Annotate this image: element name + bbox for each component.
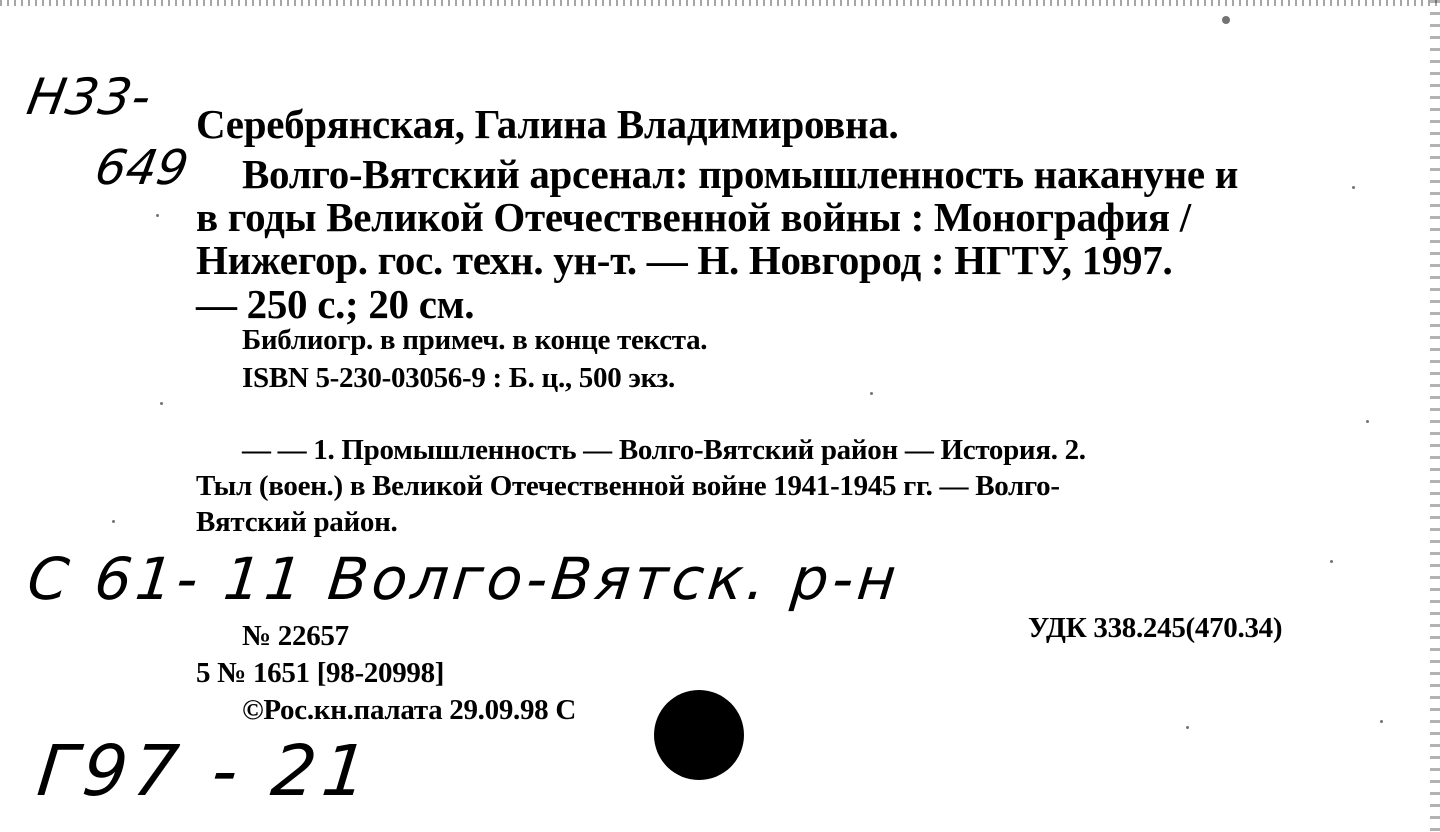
card-right-edge — [1430, 0, 1440, 832]
title-line-2: в годы Великой Отечественной войны : Монография / — [196, 194, 1191, 240]
speck — [870, 392, 873, 395]
author-heading: Серебрянская, Галина Владимировна. — [196, 101, 899, 147]
speck — [1352, 186, 1355, 189]
isbn-note: ISBN 5-230-03056-9 : Б. ц., 500 экз. — [242, 362, 675, 394]
subject-line-2: Тыл (воен.) в Великой Отечественной войне 1941-1945 гг. — Волго- — [196, 470, 1060, 502]
stamp-line-1: № 22657 — [242, 620, 349, 652]
card-top-edge — [0, 0, 1440, 6]
speck — [1186, 726, 1189, 729]
speck — [156, 214, 159, 217]
title-line-1: Волго-Вятский арсенал: промышленность накануне и — [242, 151, 1239, 197]
speck — [1330, 560, 1333, 563]
subject-line-3: Вятский район. — [196, 506, 398, 538]
handwritten-call-number: Г97 - 21 — [33, 730, 378, 812]
speck — [1222, 16, 1230, 24]
udk-code: УДК 338.245(470.34) — [1028, 612, 1283, 644]
handwritten-classification: С 61- 11 Волго-Вятск. р-н — [24, 545, 904, 613]
stamp-line-3: ©Рос.кн.палата 29.09.98 С — [242, 694, 576, 726]
extent-line: — 250 с.; 20 см. — [196, 281, 475, 327]
speck — [160, 402, 163, 405]
speck — [1366, 420, 1369, 423]
stamp-line-2: 5 № 1651 [98-20998] — [196, 657, 445, 689]
title-line-3: Нижегор. гос. техн. ун-т. — Н. Новгород : НГТУ, 1997. — [196, 237, 1173, 283]
bibliography-note: Библиогр. в примеч. в конце текста. — [242, 324, 708, 356]
handwritten-shelfmark-line2: 649 — [91, 140, 193, 196]
speck — [1380, 720, 1383, 723]
subject-line-1: — — 1. Промышленность — Волго-Вятский район — История. 2. — [242, 434, 1086, 466]
punch-hole — [654, 690, 744, 780]
handwritten-shelfmark-line1: Н33- — [22, 68, 157, 126]
speck — [112, 520, 115, 523]
